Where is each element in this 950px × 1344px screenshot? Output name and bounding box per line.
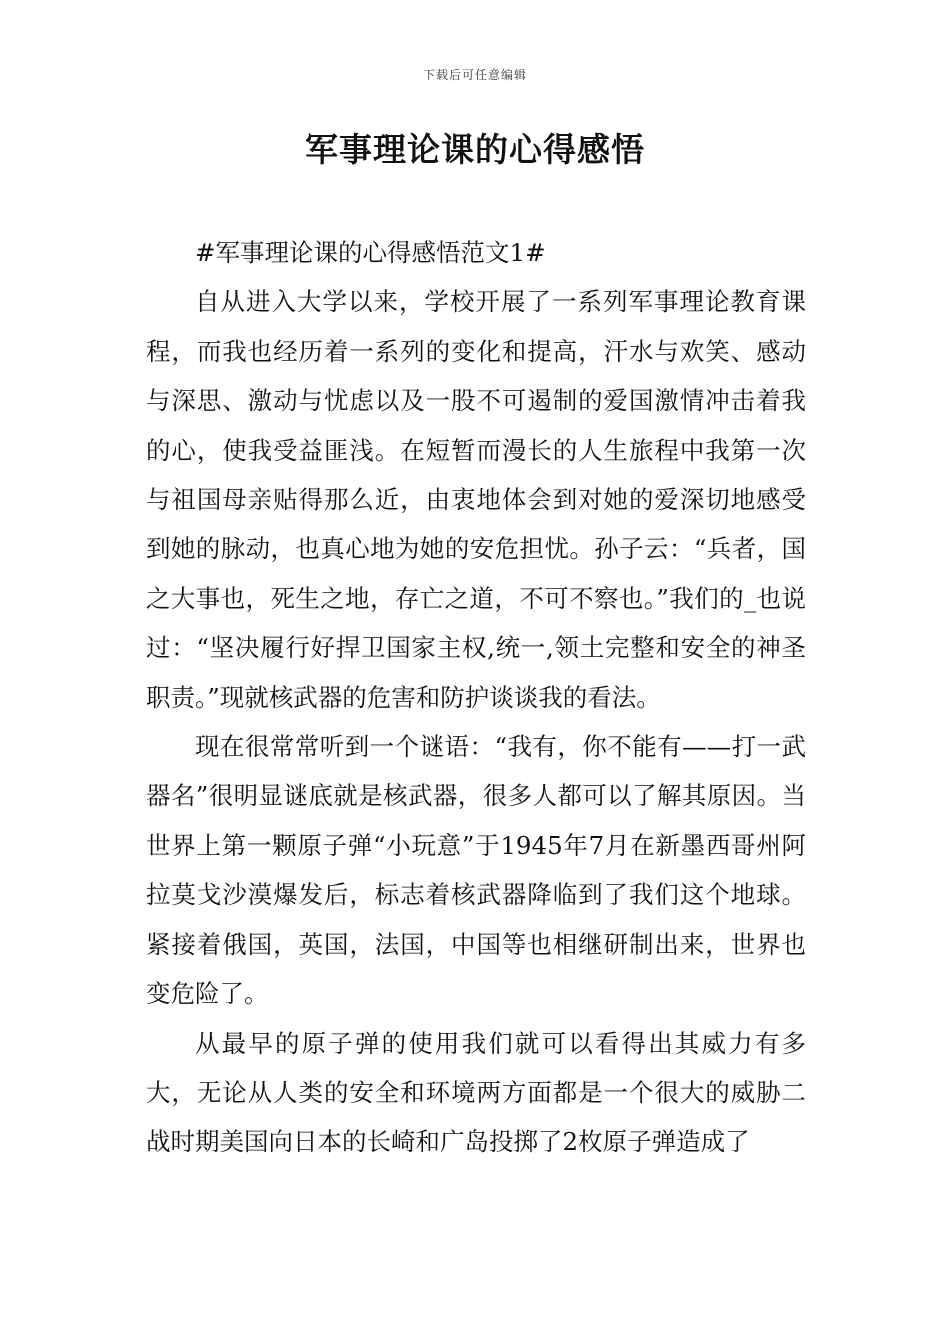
document-body xyxy=(146,228,806,1167)
body-paragraph: 从最早的原子弹的使用我们就可以看得出其威力有多大，无论从人类的安全和环境两方面都是一个很大的威胁二战时期美国向日本的长崎和广岛投掷了2枚原子弹造成了 xyxy=(146,1028,806,1157)
body-paragraph: 现在很常常听到一个谜语：“我有，你不能有——打一武器名”很明显谜底就是核武器，很多人都可以了解其原因。当世界上第一颗原子弹“小玩意”于1945年7月在新墨西哥州阿拉莫戈沙漠爆发后，标志着核武器降临到了我们这个地球。紧接着俄国，英国，法国，中国等也相继研制出来，世界也变危险了。 xyxy=(146,732,806,1009)
document-title: 军事理论课的心得感悟 xyxy=(305,130,645,169)
section-heading: #军事理论课的心得感悟范文1# xyxy=(195,238,546,267)
body-paragraph: 自从进入大学以来，学校开展了一系列军事理论教育课程，而我也经历着一系列的变化和提高，汗水与欢笑、感动与深思、激动与忧虑以及一股不可遏制的爱国激情冲击着我的心，使我受益匪浅。在短暂而漫长的人生旅程中我第一次与祖国母亲贴得那么近，由衷地体会到对她的爱深切地感受到她的脉动，也真心地为她的安危担忧。孙子云：“兵者，国之大事也，死生之地，存亡之道，不可不察也。”我们的_也说过：“坚决履行好捍卫国家主权,统一,领土完整和安全的神圣职责。”现就核武器的危害和防护谈谈我的看法。 xyxy=(146,287,806,712)
header-note: 下载后可任意编辑 xyxy=(422,68,527,82)
